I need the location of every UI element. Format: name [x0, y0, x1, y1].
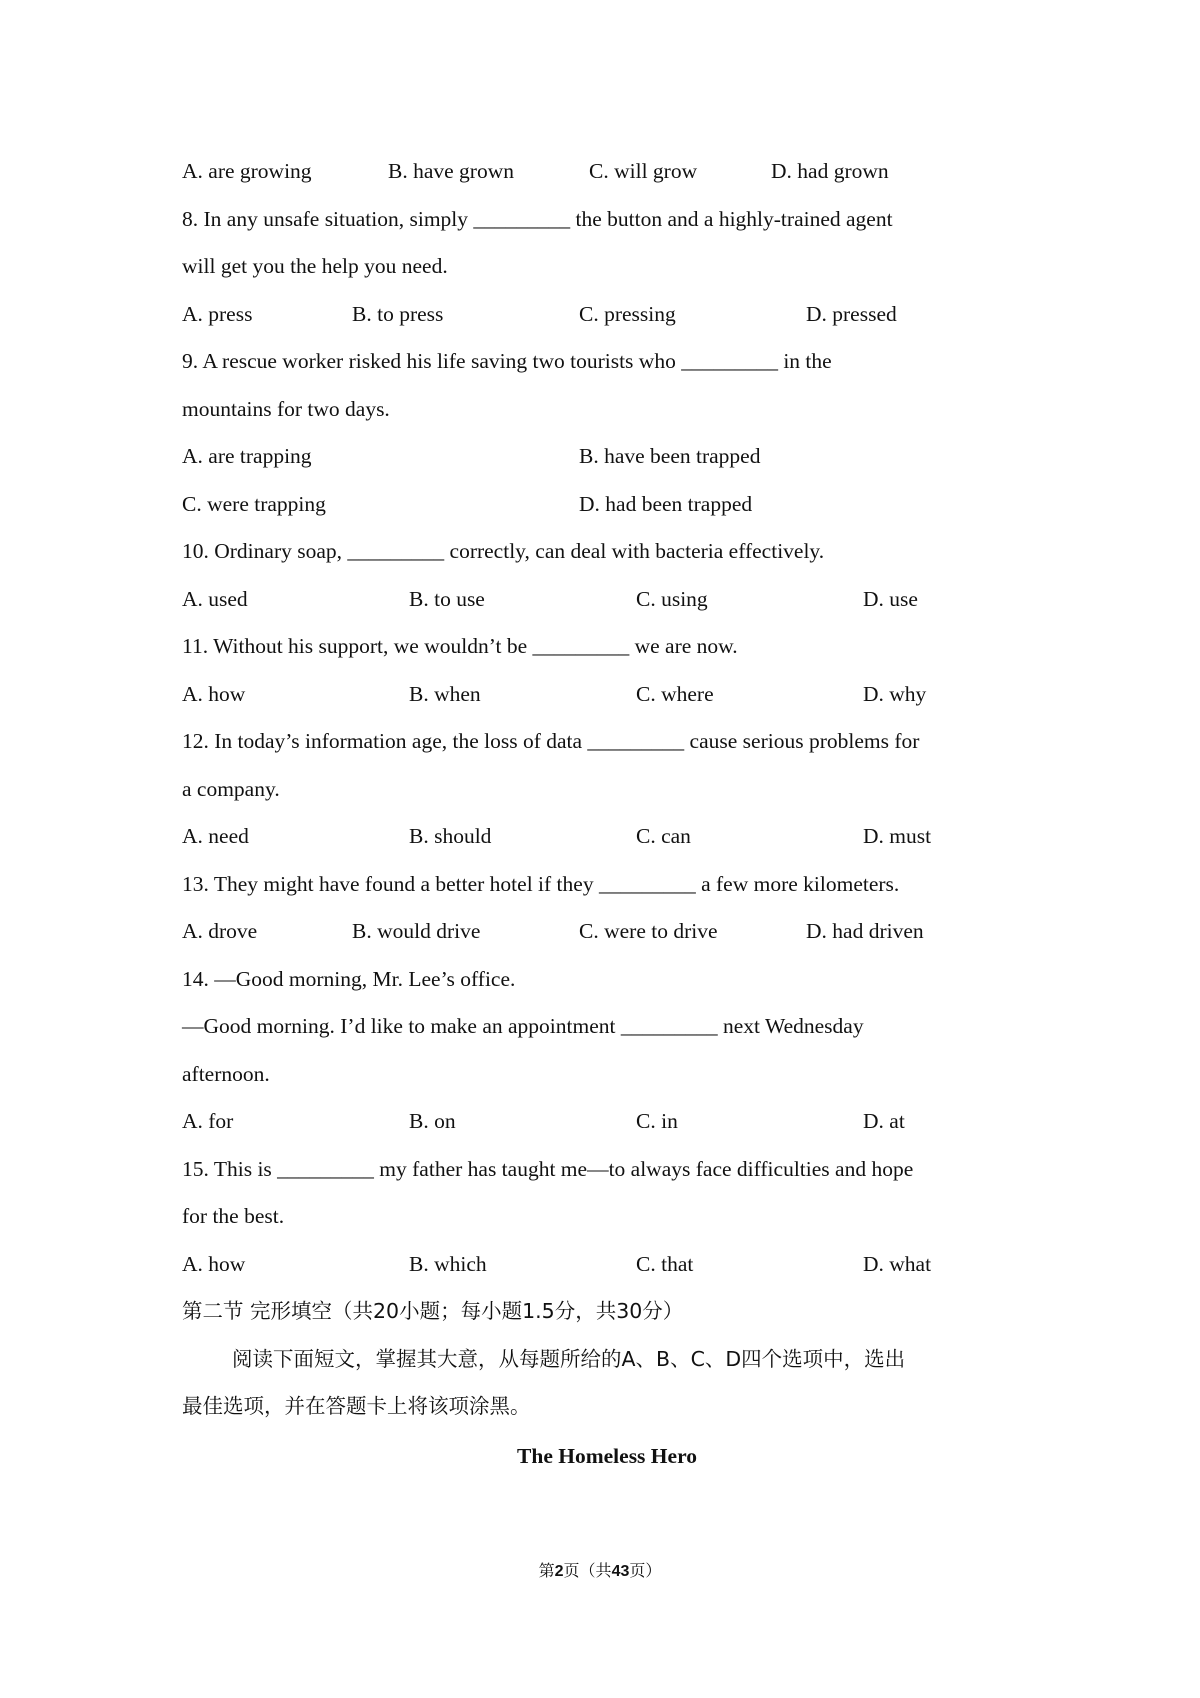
answer-option: C. can: [636, 824, 691, 848]
answer-option: C. in: [636, 1109, 678, 1133]
answer-option: C. using: [636, 586, 708, 611]
question-text-line: 9. A rescue worker risked his life saving two tourists who _________ in the: [182, 349, 832, 373]
question-text-line: 10. Ordinary soap, _________ correctly, can deal with bacteria effectively.: [182, 539, 825, 563]
answer-option: C. that: [636, 1251, 694, 1276]
answer-option: C. were trapping: [182, 491, 326, 516]
answer-options-row: [182, 481, 1032, 529]
answer-options-row: [182, 148, 1032, 196]
answer-option: C. where: [636, 681, 714, 706]
answer-option: D. must: [863, 824, 932, 848]
section-instruction-line: 阅读下面短文，掌握其大意，从每题所给的A、B、C、D四个选项中，选出: [232, 1346, 906, 1371]
question-text-line: mountains for two days.: [182, 396, 390, 421]
answer-option: D. had grown: [771, 159, 889, 183]
answer-option: C. were to drive: [579, 919, 718, 943]
question-text-line: 15. This is _________ my father has taught me—to always face difficulties and hope: [182, 1156, 914, 1181]
answer-option: B. have grown: [388, 159, 514, 183]
footer-middle: 页（共: [563, 1561, 612, 1580]
answer-options-row: [182, 576, 1032, 624]
answer-option: A. how: [182, 681, 246, 706]
answer-options-row: [182, 291, 1032, 339]
section-instruction-line: 第二节 完形填空（共20小题；每小题1.5分，共30分）: [182, 1299, 684, 1323]
section-instruction-line: 最佳选项，并在答题卡上将该项涂黑。: [182, 1394, 531, 1418]
answer-option: D. had driven: [806, 919, 924, 943]
answer-option: D. at: [863, 1109, 905, 1133]
footer-page-number: 2: [554, 1563, 564, 1580]
answer-option: D. use: [863, 586, 918, 611]
question-text-line: —Good morning. I’d like to make an appointment _________ next Wednesday: [182, 1014, 864, 1038]
question-text-line: 8. In any unsafe situation, simply _________ the button and a highly-trained agent: [182, 206, 893, 231]
exam-page-content: [182, 148, 1032, 1480]
page-footer: [0, 1558, 1200, 1581]
question-text-line: 11. Without his support, we wouldn’t be _________ we are now.: [182, 634, 738, 658]
answer-option: D. what: [863, 1251, 932, 1276]
answer-options-row: [182, 433, 1032, 481]
answer-option: D. had been trapped: [579, 491, 753, 516]
answer-option: A. press: [182, 301, 253, 326]
answer-option: A. used: [182, 586, 248, 611]
answer-option: B. which: [409, 1251, 487, 1276]
answer-option: B. to use: [409, 586, 485, 611]
answer-option: C. pressing: [579, 301, 676, 326]
answer-option: C. will grow: [589, 159, 698, 183]
question-text-line: will get you the help you need.: [182, 254, 448, 278]
answer-option: A. need: [182, 824, 249, 848]
question-text-line: a company.: [182, 776, 280, 801]
question-text-line: afternoon.: [182, 1061, 270, 1086]
answer-options-row: [182, 1098, 1032, 1146]
answer-option: D. why: [863, 681, 927, 706]
answer-option: B. on: [409, 1109, 456, 1133]
footer-total-pages: 43: [611, 1563, 630, 1580]
answer-options-row: [182, 671, 1032, 719]
answer-option: B. when: [409, 681, 481, 706]
answer-options-row: [182, 813, 1032, 861]
answer-option: A. are trapping: [182, 444, 312, 468]
answer-option: B. to press: [352, 301, 444, 326]
footer-prefix: 第: [538, 1561, 555, 1580]
answer-option: A. drove: [182, 919, 258, 943]
answer-option: B. should: [409, 824, 492, 848]
question-text-line: 12. In today’s information age, the loss of data _________ cause serious problems for: [182, 729, 920, 753]
answer-options-row: [182, 1241, 1032, 1289]
passage-title: The Homeless Hero: [517, 1443, 697, 1468]
question-text-line: 14. —Good morning, Mr. Lee’s office.: [182, 966, 516, 991]
footer-suffix: 页）: [629, 1561, 662, 1580]
answer-option: B. have been trapped: [579, 444, 761, 468]
answer-option: D. pressed: [806, 301, 897, 326]
answer-options-row: [182, 908, 1032, 956]
answer-option: A. are growing: [182, 159, 312, 183]
question-text-line: for the best.: [182, 1204, 285, 1228]
question-text-line: 13. They might have found a better hotel if they _________ a few more kilometers.: [182, 871, 900, 896]
answer-option: A. how: [182, 1251, 246, 1276]
answer-option: B. would drive: [352, 919, 481, 943]
answer-option: A. for: [182, 1109, 234, 1133]
